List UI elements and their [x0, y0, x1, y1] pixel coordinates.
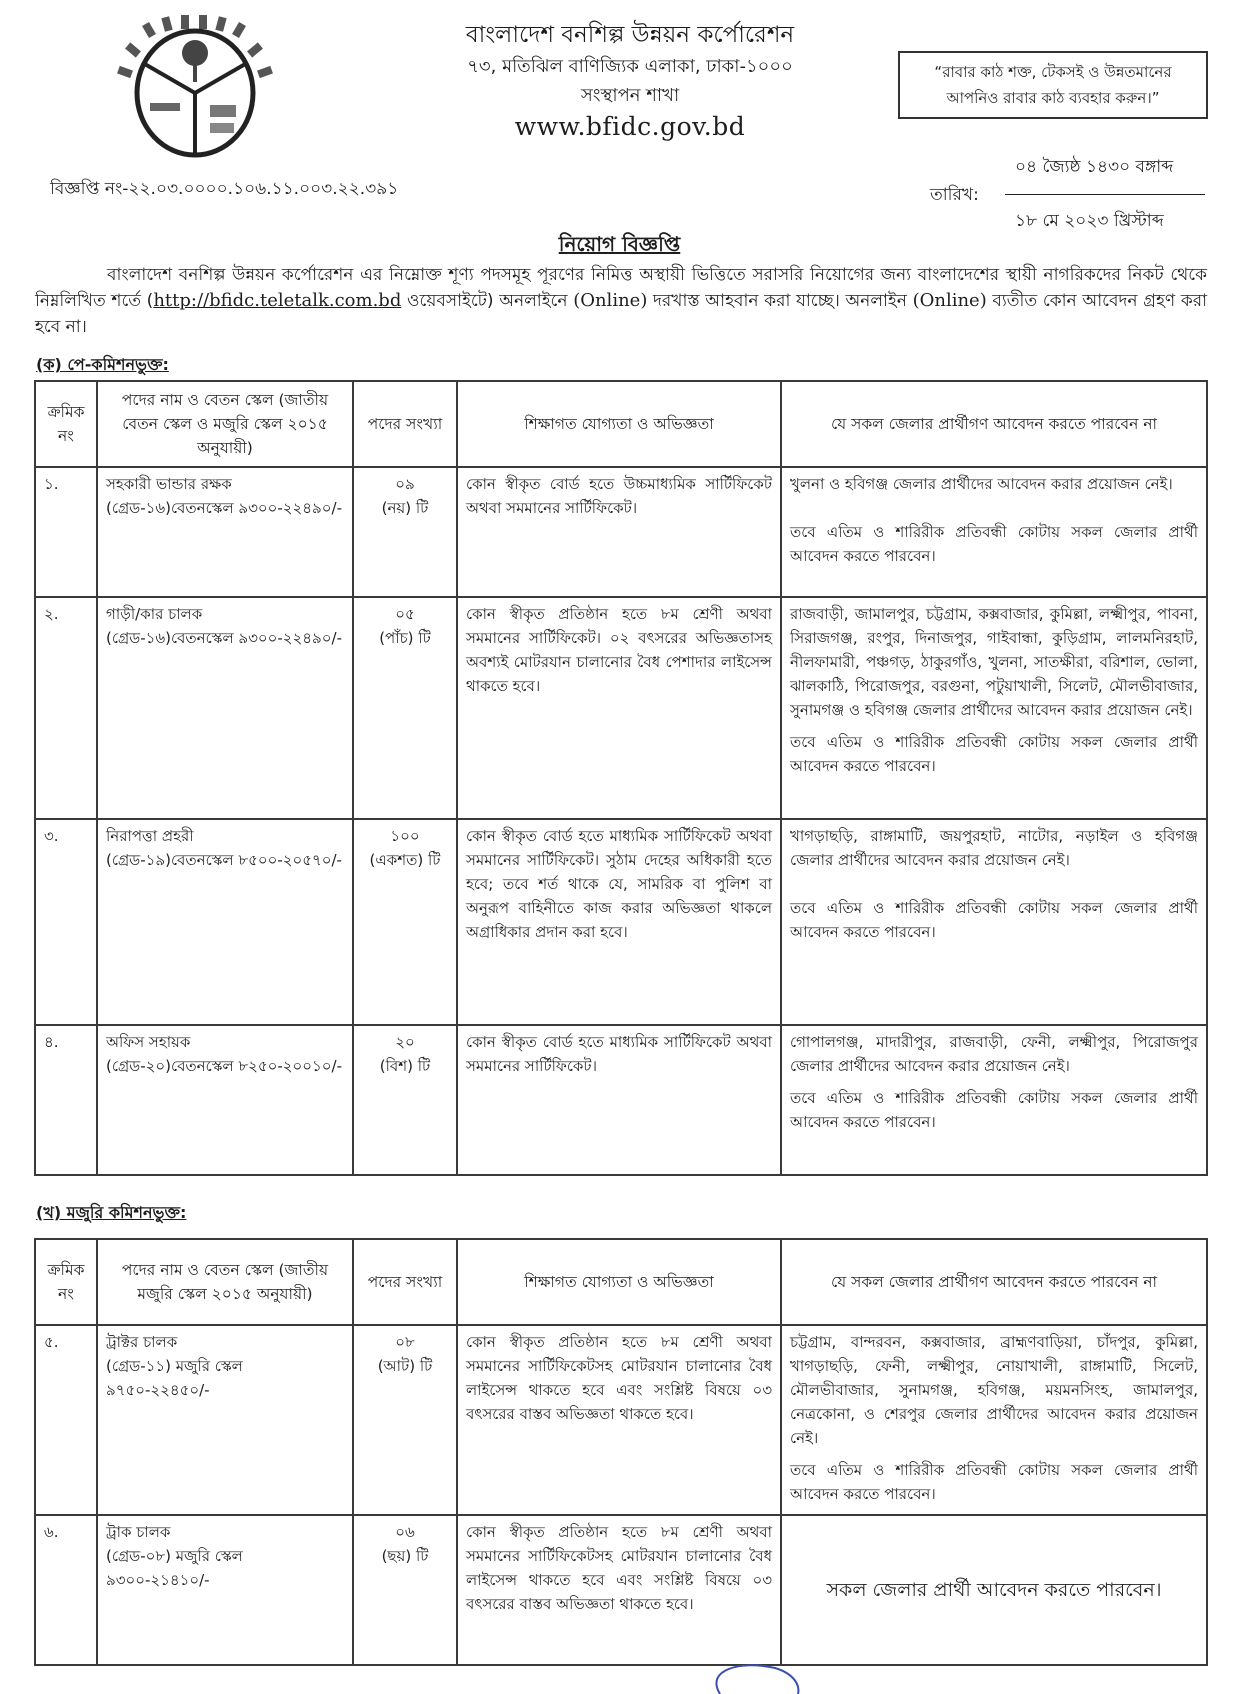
header-serial: ক্রমিক নং [35, 1239, 97, 1325]
header-education: শিক্ষাগত যোগ্যতা ও অভিজ্ঞতা [457, 381, 781, 467]
post-name: নিরাপত্তা প্রহরী [106, 827, 194, 845]
memo-number: বিজ্ঞপ্তি নং-২২.০৩.০০০০.১০৬.১১.০০৩.২২.৩৯১ [50, 179, 399, 199]
count-words: (পাঁচ) টি [379, 629, 431, 647]
post-scale: (গ্রেড-১১) মজুরি স্কেল ৯৭৫০-২২৪৫০/- [106, 1357, 243, 1399]
date-divider [1005, 194, 1205, 195]
intro-online-1: (Online) [573, 290, 648, 311]
header-districts: যে সকল জেলার প্রার্থীগণ আবেদন করতে পারবেন না [781, 381, 1207, 467]
quota-note: তবে এতিম ও শারিরীক প্রতিবন্ধী কোটায় সকল জেলার প্রার্থী আবেদন করতে পারবেন। [790, 733, 1198, 775]
count-words: (ছয়) টি [381, 1547, 429, 1565]
education-cell: কোন স্বীকৃত বোর্ড হতে মাধ্যমিক সার্টিফিকেট অথবা সমমানের সার্টিফিকেট। সুঠাম দেহের অধিকারী হতে হবে; তবে শর্ত থাকে যে, সামরিক বা পুলিশ বা অনুরূপ বাহিনীতে কাজ করার অভিজ্ঞতা থাকলে অগ্রাধিকার প্রদান করা হবে। [457, 819, 781, 1025]
quota-note: তবে এতিম ও শারিরীক প্রতিবন্ধী কোটায় সকল জেলার প্রার্থী আবেদন করতে পারবেন। [790, 1089, 1198, 1131]
intro-text-2: ওয়েবসাইটে) অনলাইনে [401, 291, 574, 311]
count-cell [353, 1025, 457, 1175]
districts-cell [781, 597, 1207, 819]
count-cell [353, 1325, 457, 1515]
districts-cell [781, 1325, 1207, 1515]
count-words: (নয়) টি [381, 499, 429, 517]
slogan-line-1: “রাবার কাঠ শক্ত, টেকসই ও উন্নতমানের [934, 63, 1172, 81]
post-scale: (গ্রেড-০৮) মজুরি স্কেল ৯৩০০-২১৪১০/- [106, 1547, 243, 1589]
post-name: ট্রাক্টর চালক [106, 1333, 178, 1351]
districts-cell [781, 467, 1207, 597]
table-row [35, 597, 1207, 819]
quota-note: তবে এতিম ও শারিরীক প্রতিবন্ধী কোটায় সকল জেলার প্রার্থী আবেদন করতে পারবেন। [790, 523, 1198, 565]
section-b-label: (খ) মজুরি কমিশনভুক্ত: [36, 1203, 187, 1222]
count-words: (আট) টি [377, 1357, 433, 1375]
post-scale: (গ্রেড-১৬)বেতনস্কেল ৯৩০০-২২৪৯০/- [106, 499, 342, 517]
count-cell [353, 467, 457, 597]
pay-commission-table [34, 380, 1208, 1176]
count-cell [353, 819, 457, 1025]
post-cell [97, 1515, 353, 1665]
districts-cell [781, 819, 1207, 1025]
intro-text-1: বাংলাদেশ বনশিল্প উন্নয়ন কর্পোরেশন এর নিম্নোক্ত শূণ্য পদসমূহ পূরণের নিমিত্ত অস্থায়ী ভিত্তিতে সরাসরি নিয়োগের জন্য বাংলাদেশের স্থায়ী নাগরিকদের নিকট থেকে নিম্নলিখিত শর্তে ( [35, 265, 1207, 311]
count-number: ২০ [395, 1033, 415, 1051]
header-count: পদের সংখ্যা [353, 1239, 457, 1325]
slogan-line-2: আপনিও রাবার কাঠ ব্যবহার করুন।” [946, 89, 1160, 107]
serial-cell: ৪. [35, 1025, 97, 1175]
header-post: পদের নাম ও বেতন স্কেল (জাতীয় বেতন স্কেল ও মজুরি স্কেল ২০১৫ অনুযায়ী) [97, 381, 353, 467]
district-restriction: চট্টগ্রাম, বান্দরবন, কক্সবাজার, ব্রাহ্মণবাড়িয়া, চাঁদপুর, কুমিল্লা, খাগড়াছড়ি, ফেনী, লক্ষ্মীপুর, নোয়াখালী, রাঙ্গামাটি, সিলেট, মৌলভীবাজার, সুনামগঞ্জ, হবিগঞ্জ, ময়মনসিংহ, জামালপুর, নেত্রকোনা, ও শেরপুর জেলার প্রার্থীদের আবেদন করার প্রয়োজন নেই। [790, 1333, 1198, 1447]
intro-text-4: ব্যতীত কোন আবেদন গ্রহণ করা হবে না। [35, 291, 1207, 337]
education-cell: কোন স্বীকৃত প্রতিষ্ঠান হতে ৮ম শ্রেণী অথবা সমমানের সার্টিফিকেটসহ মোটরযান চালানোর বৈধ লাইসেন্স থাকতে হবে এবং সংশ্লিষ্ট বিষয়ে ০৩ বৎসরের বাস্তব অভিজ্ঞতা থাকতে হবে। [457, 1515, 781, 1665]
serial-cell: ২. [35, 597, 97, 819]
quota-note: তবে এতিম ও শারিরীক প্রতিবন্ধী কোটায় সকল জেলার প্রার্থী আবেদন করতে পারবেন। [790, 1461, 1198, 1503]
serial-cell: ১. [35, 467, 97, 597]
post-cell [97, 467, 353, 597]
wage-commission-table [34, 1238, 1208, 1666]
date-english: ১৮ মে ২০২৩ খ্রিস্টাব্দ [1015, 211, 1164, 231]
post-scale: (গ্রেড-২০)বেতনস্কেল ৮২৫০-২০০১০/- [106, 1057, 343, 1075]
count-number: ১০০ [390, 827, 420, 845]
count-number: ০৫ [395, 605, 415, 623]
count-cell [353, 1515, 457, 1665]
table-row [35, 819, 1207, 1025]
letterhead [420, 18, 840, 144]
post-cell [97, 1325, 353, 1515]
count-words: (বিশ) টি [379, 1057, 431, 1075]
count-number: ০৯ [395, 475, 415, 493]
education-cell: কোন স্বীকৃত প্রতিষ্ঠান হতে ৮ম শ্রেণী অথবা সমমানের সার্টিফিকেট। ০২ বৎসরের অভিজ্ঞতাসহ অবশ্যই মোটরযান চালানোর বৈধ পেশাদার লাইসেন্স থাকতে হবে। [457, 597, 781, 819]
district-restriction: খুলনা ও হবিগঞ্জ জেলার প্রার্থীদের আবেদন করার প্রয়োজন নেই। [790, 475, 1173, 493]
table-row [35, 467, 1207, 597]
signature-stroke-icon [700, 1660, 820, 1694]
header-count: পদের সংখ্যা [353, 381, 457, 467]
table-row [35, 1515, 1207, 1665]
count-words: (একশত) টি [369, 851, 441, 869]
branch-name: সংস্থাপন শাখা [580, 85, 680, 106]
notice-title [0, 230, 1239, 263]
table-header-row [35, 381, 1207, 467]
education-cell: কোন স্বীকৃত প্রতিষ্ঠান হতে ৮ম শ্রেণী অথবা সমমানের সার্টিফিকেটসহ মোটরযান চালানোর বৈধ লাইসেন্স থাকতে হবে এবং সংশ্লিষ্ট বিষয়ে ০৩ বৎসরের বাস্তব অভিজ্ঞতা থাকতে হবে। [457, 1325, 781, 1515]
signature [700, 1660, 820, 1694]
section-a-label: (ক) পে-কমিশনভুক্ত: [36, 355, 169, 374]
post-cell [97, 819, 353, 1025]
slogan-box [898, 51, 1208, 119]
post-name: অফিস সহায়ক [106, 1033, 191, 1051]
district-restriction: গোপালগঞ্জ, মাদারীপুর, রাজবাড়ী, ফেনী, লক্ষ্মীপুর, পিরোজপুর জেলার প্রার্থীদের আবেদন করার প্রয়োজন নেই। [790, 1033, 1198, 1075]
intro-text-3: দরখাস্ত আহবান করা যাচ্ছে। অনলাইন [647, 291, 913, 311]
education-cell: কোন স্বীকৃত বোর্ড হতে উচ্চমাধ্যমিক সার্টিফিকেট অথবা সমমানের সার্টিফিকেট। [457, 467, 781, 597]
quota-note: তবে এতিম ও শারিরীক প্রতিবন্ধী কোটায় সকল জেলার প্রার্থী আবেদন করতে পারবেন। [790, 899, 1198, 941]
table-row [35, 1025, 1207, 1175]
post-cell [97, 1025, 353, 1175]
teletalk-link[interactable]: http://bfidc.teletalk.com.bd [153, 290, 402, 311]
date-bangla: ০৪ জ্যৈষ্ঠ ১৪৩০ বঙ্গাব্দ [1015, 157, 1174, 177]
header-education: শিক্ষাগত যোগ্যতা ও অভিজ্ঞতা [457, 1239, 781, 1325]
organization-name: বাংলাদেশ বনশিল্প উন্নয়ন কর্পোরেশন [465, 22, 795, 48]
serial-cell: ৬. [35, 1515, 97, 1665]
district-restriction: রাজবাড়ী, জামালপুর, চট্টগ্রাম, কক্সবাজার, কুমিল্লা, লক্ষ্মীপুর, পাবনা, সিরাজগঞ্জ, রংপুর, দিনাজপুর, গাইবান্ধা, কুড়িগ্রাম, লালমনিরহাট, নীলফামারী, পঞ্চগড়, ঠাকুরগাঁও, খুলনা, সাতক্ষীরা, বরিশাল, ভোলা, ঝালকাঠি, পিরোজপুর, বরগুনা, পটুয়াখালী, সিলেট, মৌলভীবাজার, সুনামগঞ্জ ও হবিগঞ্জ জেলার প্রার্থীদের আবেদন করার প্রয়োজন নেই। [790, 605, 1198, 719]
count-cell [353, 597, 457, 819]
header-districts: যে সকল জেলার প্রার্থীগণ আবেদন করতে পারবেন না [781, 1239, 1207, 1325]
post-scale: (গ্রেড-১৯)বেতনস্কেল ৮৫০০-২০৫৭০/- [106, 851, 342, 869]
count-number: ০৮ [395, 1333, 415, 1351]
notice-title-text: নিয়োগ বিজ্ঞপ্তি [558, 232, 681, 256]
serial-cell: ৩. [35, 819, 97, 1025]
districts-cell: সকল জেলার প্রার্থী আবেদন করতে পারবেন। [781, 1515, 1207, 1665]
post-scale: (গ্রেড-১৬)বেতনস্কেল ৯৩০০-২২৪৯০/- [106, 629, 342, 647]
table-row [35, 1325, 1207, 1515]
post-name: ট্রাক চালক [106, 1523, 171, 1541]
intro-paragraph [35, 262, 1207, 340]
post-cell [97, 597, 353, 819]
serial-cell: ৫. [35, 1325, 97, 1515]
count-number: ০৬ [395, 1523, 415, 1541]
header-serial: ক্রমিক নং [35, 381, 97, 467]
logo-emblem-icon [115, 15, 275, 165]
table-header-row [35, 1239, 1207, 1325]
post-name: গাড়ী/কার চালক [106, 605, 203, 623]
intro-online-2: (Online) [912, 290, 987, 311]
district-restriction: খাগড়াছড়ি, রাঙ্গামাটি, জয়পুরহাট, নাটোর, নড়াইল ও হবিগঞ্জ জেলার প্রার্থীদের আবেদন করার প্রয়োজন নেই। [790, 827, 1198, 869]
date-label: তারিখ: [930, 185, 979, 205]
header-post: পদের নাম ও বেতন স্কেল (জাতীয় মজুরি স্কেল ২০১৫ অনুযায়ী) [97, 1239, 353, 1325]
bfidc-logo [115, 15, 275, 165]
districts-cell [781, 1025, 1207, 1175]
education-cell: কোন স্বীকৃত বোর্ড হতে মাধ্যমিক সার্টিফিকেট অথবা সমমানের সার্টিফিকেট। [457, 1025, 781, 1175]
website: www.bfidc.gov.bd [514, 112, 746, 141]
post-name: সহকারী ভান্ডার রক্ষক [106, 475, 232, 493]
organization-address: ৭৩, মতিঝিল বাণিজ্যিক এলাকা, ঢাকা-১০০০ [467, 56, 793, 77]
